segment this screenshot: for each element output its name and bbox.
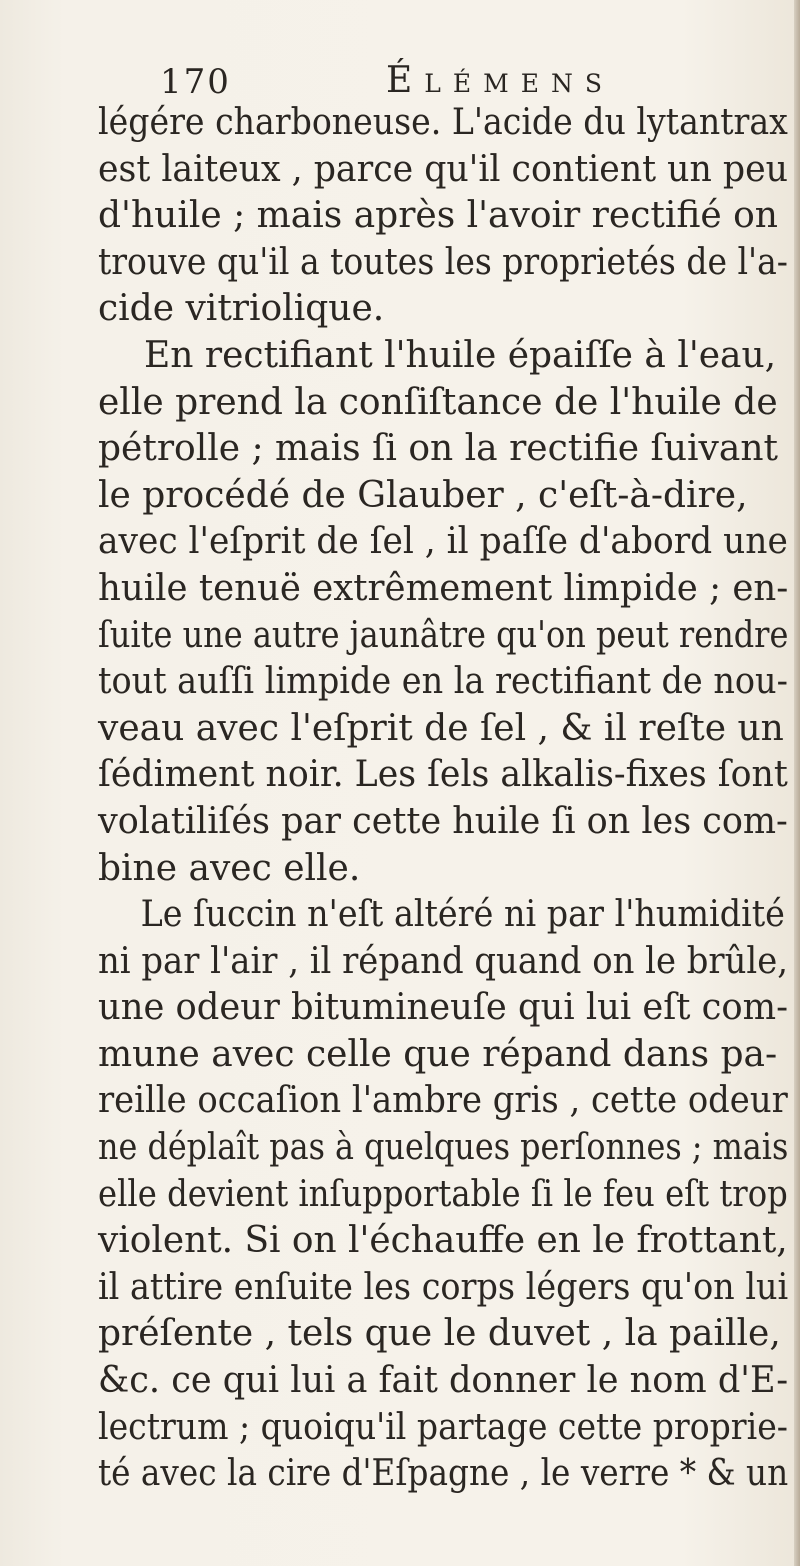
text-line: mune avec celle que répand dans pa- bbox=[98, 1033, 778, 1075]
body-text bbox=[98, 100, 798, 1498]
text-line: elle devient inſupportable ſi le feu eſt trop bbox=[98, 1173, 788, 1215]
text-line: il attire enſuite les corps légers qu'on lui bbox=[98, 1266, 789, 1308]
text-line: le procédé de Glauber , c'eſt-à-dire, bbox=[98, 474, 748, 516]
text-line: cide vitriolique. bbox=[98, 288, 385, 330]
text-line: elle prend la conſiſtance de l'huile de bbox=[98, 381, 778, 423]
text-line: ſuite une autre jaunâtre qu'on peut rendre bbox=[98, 614, 789, 656]
text-line: lectrum ; quoiqu'il partage cette proprie- bbox=[98, 1406, 788, 1448]
text-line: d'huile ; mais après l'avoir rectifié on bbox=[98, 195, 778, 237]
text-line: est laiteux , parce qu'il contient un peu bbox=[98, 148, 788, 190]
text-line: reille occaſion l'ambre gris , cette odeur bbox=[98, 1080, 788, 1122]
text-line: préſente , tels que le duvet , la paille, bbox=[98, 1313, 781, 1355]
text-line: trouve qu'il a toutes les proprietés de l'a- bbox=[98, 241, 788, 283]
text-line: huile tenuë extrêmement limpide ; en- bbox=[98, 567, 789, 609]
text-line: &c. ce qui lui a fait donner le nom d'E- bbox=[98, 1360, 789, 1402]
text-line: pétrolle ; mais ſi on la rectifie ſuivant bbox=[98, 428, 778, 470]
text-line: volatiliſés par cette huile ſi on les com- bbox=[98, 800, 788, 842]
text-line: tout auſſi limpide en la rectifiant de nou- bbox=[98, 661, 788, 703]
text-line: avec l'eſprit de ſel , il paſſe d'abord une bbox=[98, 521, 788, 563]
text-line: une odeur bitumineuſe qui lui eſt com- bbox=[98, 987, 789, 1029]
text-line: légére charboneuse. L'acide du lytantrax bbox=[98, 102, 788, 143]
text-line: veau avec l'eſprit de ſel , & il reſte un bbox=[98, 707, 784, 749]
text-line: té avec la cire d'Eſpagne , le verre * & un bbox=[98, 1453, 789, 1495]
text-line: ne déplaît pas à quelques perſonnes ; mais bbox=[98, 1127, 789, 1169]
text-line: ſédiment noir. Les ſels alkalis-fixes ſont bbox=[98, 754, 788, 796]
running-title: Élémens bbox=[386, 60, 614, 101]
text-line: En rectifiant l'huile épaiſſe à l'eau, bbox=[144, 334, 777, 376]
text-line: bine avec elle. bbox=[98, 847, 361, 889]
text-line: violent. Si on l'échauffe en le frottant, bbox=[98, 1220, 788, 1262]
text-line: Le ſuccin n'eſt altéré ni par l'humidité bbox=[140, 894, 785, 936]
page-number: 170 bbox=[160, 62, 231, 102]
text-line: ni par l'air , il répand quand on le brûle, bbox=[98, 940, 788, 982]
